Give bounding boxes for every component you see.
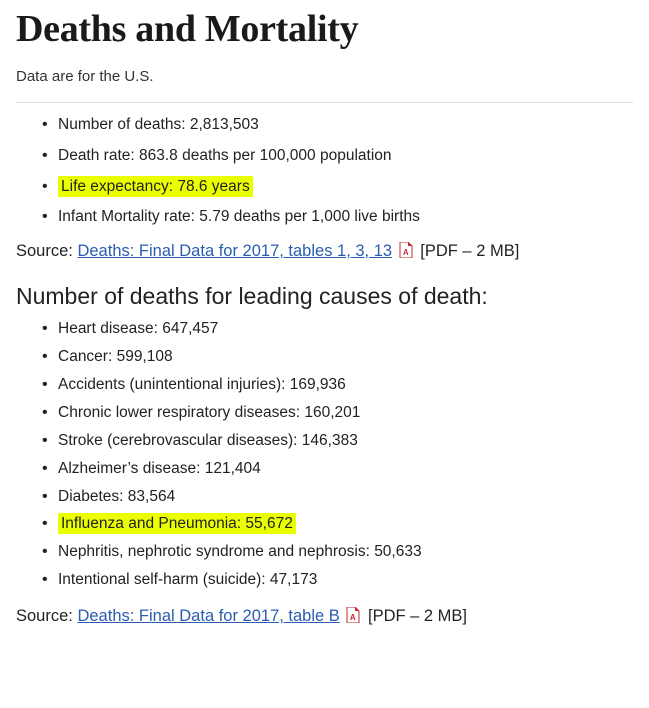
source-label: Source: <box>16 242 73 261</box>
source-line-bottom <box>16 607 633 628</box>
stat-text: Number of deaths: 2,813,503 <box>58 115 259 133</box>
stat-text: Death rate: 863.8 deaths per 100,000 population <box>58 146 392 164</box>
pdf-icon <box>399 242 413 263</box>
list-item <box>16 459 633 480</box>
list-item <box>16 115 633 136</box>
page-subtitle: Data are for the U.S. <box>16 67 154 85</box>
source-link-bottom[interactable]: Deaths: Final Data for 2017, table B <box>77 607 340 626</box>
cause-text-highlighted: Influenza and Pneumonia: 55,672 <box>58 513 296 534</box>
cause-text: Alzheimer’s disease: 121,404 <box>58 459 261 477</box>
list-item <box>16 347 633 368</box>
source-note: [PDF – 2 MB] <box>367 607 468 626</box>
list-item <box>16 375 633 396</box>
list-item <box>16 570 633 591</box>
cause-text: Nephritis, nephrotic syndrome and nephrosis: 50,633 <box>58 543 422 561</box>
list-item <box>16 177 633 198</box>
svg-text:A: A <box>402 248 409 258</box>
divider <box>16 102 633 103</box>
cause-text: Intentional self-harm (suicide): 47,173 <box>58 571 318 589</box>
source-link-top[interactable]: Deaths: Final Data for 2017, tables 1, 3, 13 <box>77 242 393 261</box>
cause-text: Chronic lower respiratory diseases: 160,201 <box>58 403 361 421</box>
list-item <box>16 431 633 452</box>
source-line-top <box>16 242 633 263</box>
cause-text: Diabetes: 83,564 <box>58 487 176 505</box>
causes-list <box>16 319 633 591</box>
list-item <box>16 207 633 228</box>
page-container <box>0 8 649 628</box>
list-item <box>16 403 633 424</box>
page-title: Deaths and Mortality <box>16 8 359 50</box>
list-item <box>16 487 633 508</box>
source-note: [PDF – 2 MB] <box>420 242 520 261</box>
cause-text: Stroke (cerebrovascular diseases): 146,383 <box>58 431 358 449</box>
list-item <box>16 542 633 563</box>
summary-stats-list <box>16 115 633 229</box>
list-item <box>16 514 633 535</box>
list-item <box>16 146 633 167</box>
stat-text: Infant Mortality rate: 5.79 deaths per 1,000 live births <box>58 208 420 226</box>
list-item <box>16 319 633 340</box>
pdf-icon <box>346 607 360 628</box>
source-label: Source: <box>16 607 73 626</box>
stat-text-highlighted: Life expectancy: 78.6 years <box>58 176 253 197</box>
section-heading-causes: Number of deaths for leading causes of death: <box>16 283 488 310</box>
cause-text: Heart disease: 647,457 <box>58 319 219 337</box>
cause-text: Cancer: 599,108 <box>58 347 173 365</box>
cause-text: Accidents (unintentional injuries): 169,936 <box>58 375 346 393</box>
svg-text:A: A <box>350 613 357 623</box>
